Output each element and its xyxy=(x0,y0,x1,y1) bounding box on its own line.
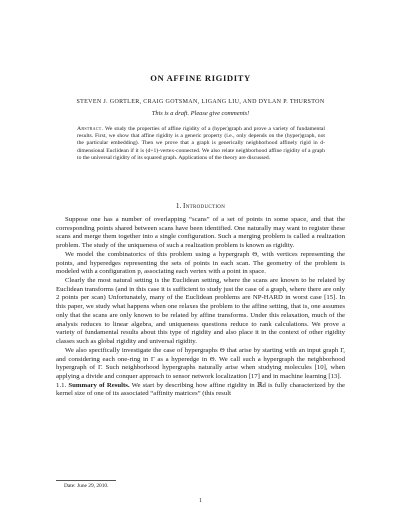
author-list: STEVEN J. GORTLER, CRAIG GOTSMAN, LIGANG LIU, AND DYLAN P. THURSTON xyxy=(76,99,325,105)
body-paragraph: Clearly the most natural setting is the Euclidean setting, where the scans are known to be related by Euclidean transforms (and in this case it is sufficient to study just the case of a graph, where there are only 2 points per scan) Unfortunately, many of the Euclidean problems are NP-HARD in worst case [15]. In this paper, we study what happens when one relaxes the problem to the affine setting, that is, one assumes only that the scans are only known to be related by affine transforms. Under this relaxation, much of the analysis reduces to linear algebra, and uniqueness questions reduce to rank calculations. We prove a variety of fundamental results about this type of rigidity and also place it in the context of other rigidity classes such as global rigidity and universal rigidity. xyxy=(56,277,345,346)
subsection-paragraph xyxy=(56,382,345,399)
abstract xyxy=(77,126,325,162)
body-text xyxy=(56,216,345,399)
abstract-label: Abstract. xyxy=(77,126,104,132)
section-heading xyxy=(56,202,345,211)
section-title: Introduction xyxy=(183,202,226,210)
body-paragraph: We model the combinatorics of this problem using a hypergraph Θ, with vertices representing the points, and hyperedges representing the sets of points in each scan. The geometry of the problem is modeled with a configuration p, associating each vertex with a point in space. xyxy=(56,250,345,276)
subsection-number: 1.1. xyxy=(56,381,67,389)
footnote: Date: June 29, 2010. xyxy=(64,483,109,489)
abstract-paragraph xyxy=(77,126,325,162)
paper-title: ON AFFINE RIGIDITY xyxy=(150,73,251,83)
footnote-rule xyxy=(56,480,116,481)
section-number: 1. xyxy=(175,202,182,210)
body-paragraph: We also specifically investigate the case of hypergraphs Θ that arise by starting with an input graph Γ, and considering each one-ring in Γ as a hyperedge in Θ. We call such a hypergraph the neighborhood hypergraph of Γ. Such neighborhood hypergraphs naturally arise when studying molecules [10], when applying a divide and conquer approach to sensor network localization [17] and in machine learning [13]. xyxy=(56,346,345,380)
page-number: 1 xyxy=(199,498,202,504)
subsection-title: Summary of Results. xyxy=(68,381,130,389)
subsection-text: We start by describing how affine rigidity in ℝd is fully characterized by the kernel size of one of its associated “affinity matrices” (this result xyxy=(56,381,345,398)
abstract-text: We study the properties of affine rigidity of a (hyper)graph and prove a variety of fundamental results. First, we show that affine rigidity is a generic property (i.e., only depends on the (hyper)graph, not the particular embedding). Then we prove that a graph is generically neighborhood affinely rigid in d-dimensional Euclidean if it is (d+1)-vertex-connected. We also relate neighborhood affine rigidity of a graph to the universal rigidity of its squared graph. Applications of the theory are discussed. xyxy=(77,126,325,161)
draft-note: This is a draft. Please give comments! xyxy=(151,110,250,117)
body-paragraph: Suppose one has a number of overlapping “scans” of a set of points in some space, and that the corresponding points shared between scans have been identified. One naturally may want to register these scans and merge them together into a single configuration. Such a merging problem is called a realization problem. The study of the uniqueness of such a realization problem is known as rigidity. xyxy=(56,216,345,250)
